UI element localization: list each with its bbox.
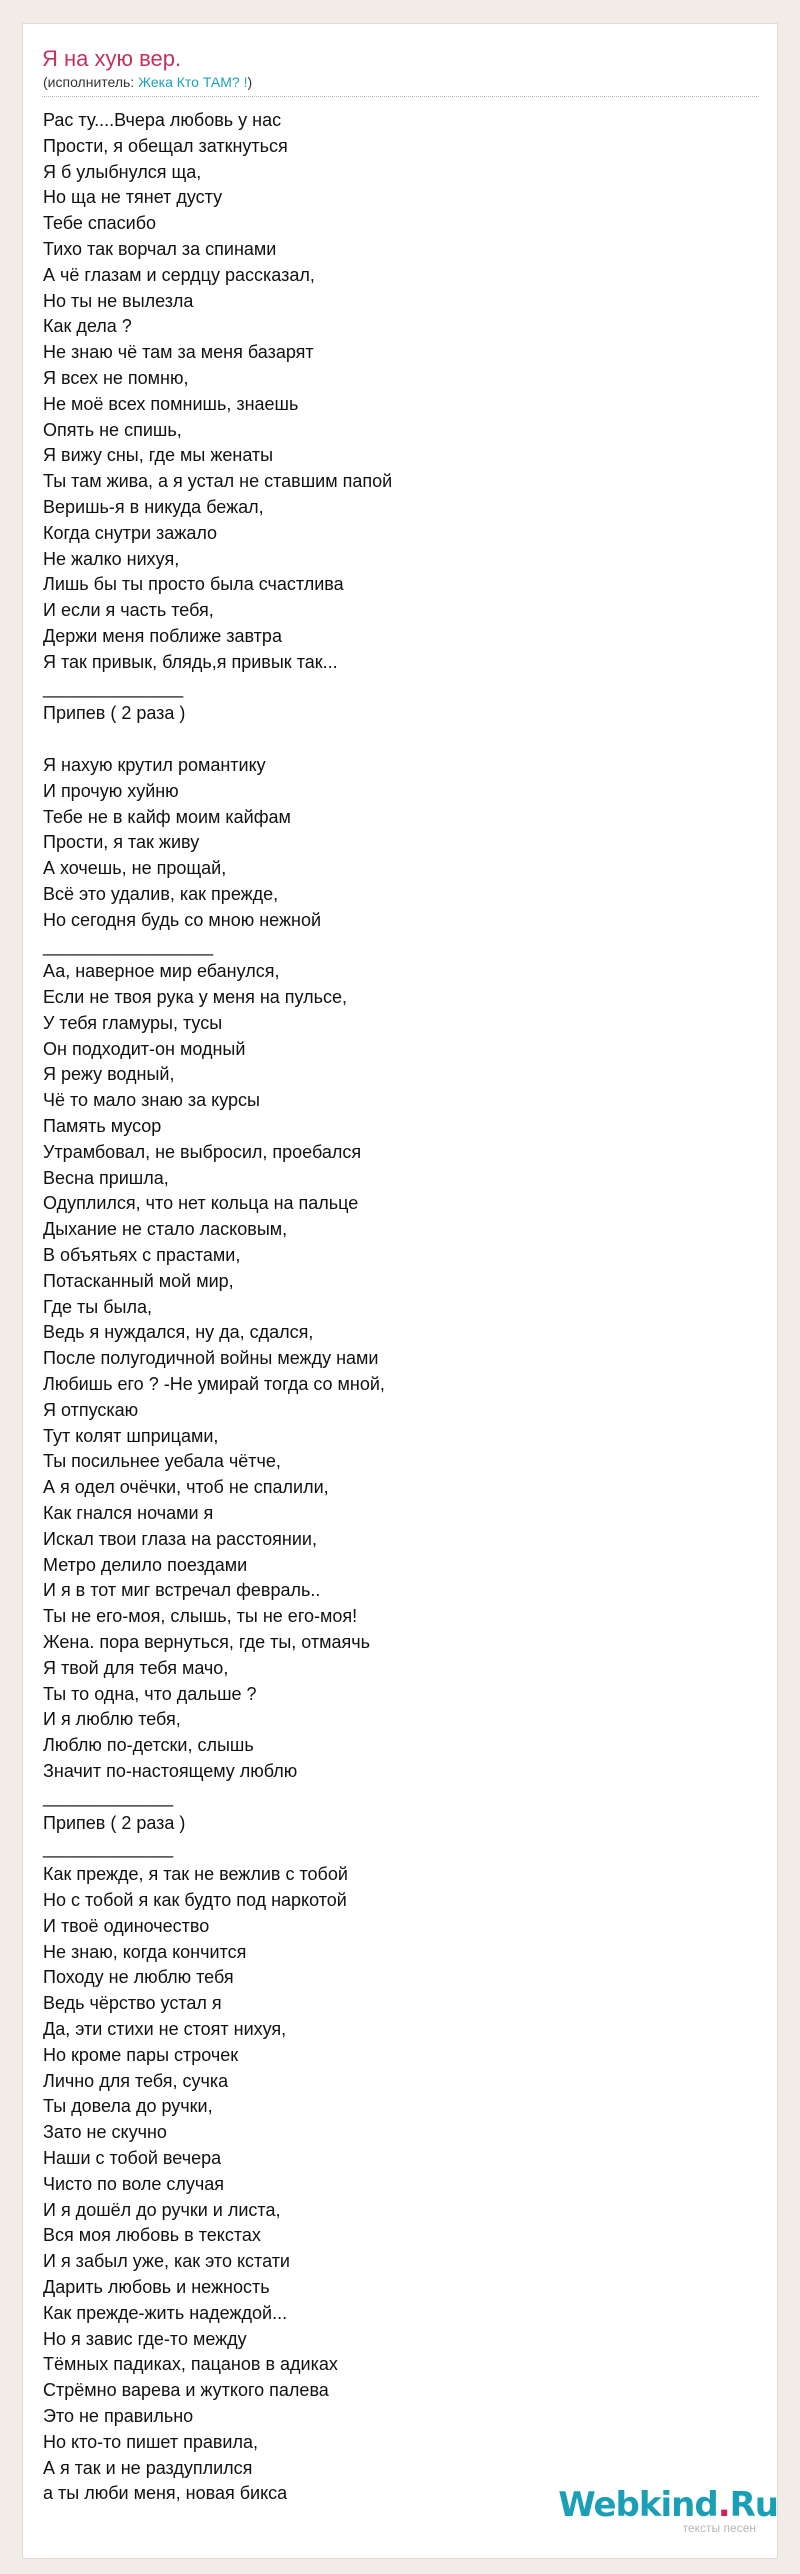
lyric-line: Тебе не в кайф моим кайфам	[43, 806, 291, 827]
lyric-line: Искал твои глаза на расстоянии,	[43, 1528, 317, 1549]
lyric-line: Как прежде, я так не вежлив с тобой	[43, 1864, 348, 1885]
lyric-line: Тут колят шприцами,	[43, 1425, 219, 1446]
lyric-line: Лично для тебя, сучка	[43, 2070, 229, 2091]
lyric-line: А я одел очёчки, чтоб не спалили,	[43, 1477, 329, 1498]
lyric-line: Держи меня поближе завтра	[43, 625, 282, 646]
lyric-line: _____________	[43, 1838, 174, 1859]
lyric-line: Я нахую крутил романтику	[43, 754, 266, 775]
logo-tagline: тексты песен	[682, 2521, 756, 2535]
lyric-line: Я всех не помню,	[43, 367, 189, 388]
lyric-line: Как гнался ночами я	[43, 1503, 214, 1524]
lyric-line: Потасканный мой мир,	[43, 1270, 234, 1291]
lyric-line: Я так привык, блядь,я привык так...	[43, 651, 338, 672]
lyric-line: В объятьях с прастами,	[43, 1245, 241, 1266]
lyric-line: И я забыл уже, как это кстати	[43, 2251, 290, 2272]
lyric-line: Вся моя любовь в текстах	[43, 2225, 261, 2246]
lyric-line: Аа, наверное мир ебанулся,	[43, 961, 280, 982]
lyric-line: Но ща не тянет дусту	[43, 187, 223, 208]
lyrics-text	[43, 108, 763, 2507]
lyric-line: Рас ту....Вчера любовь у нас	[43, 110, 282, 130]
logo-name: Webkind	[558, 2485, 718, 2525]
title-divider	[42, 96, 759, 97]
lyric-line: Тихо так ворчал за спинами	[43, 238, 277, 259]
artist-prefix: (исполнитель:	[43, 74, 139, 90]
lyric-line: И прочую хуйню	[43, 780, 179, 801]
lyric-line: И я люблю тебя,	[43, 1709, 181, 1730]
lyric-line: Дарить любовь и нежность	[43, 2276, 270, 2297]
lyric-line: Стрёмно варева и жуткого палева	[43, 2380, 329, 2401]
lyric-line: Походу не люблю тебя	[43, 1967, 234, 1988]
lyric-line: _____________	[43, 1786, 174, 1807]
lyric-line: Он подходит-он модный	[43, 1038, 246, 1059]
logo-tld: Ru	[729, 2485, 778, 2525]
lyric-line: А я так и не раздуплился	[43, 2457, 253, 2478]
lyric-line: Прости, я так живу	[43, 832, 200, 853]
artist-link[interactable]: Жека Кто ТАМ? !	[138, 74, 248, 90]
lyric-line: Припев ( 2 раза )	[43, 1812, 186, 1833]
lyric-line: Опять не спишь,	[43, 419, 182, 440]
lyric-line: Веришь-я в никуда бежал,	[43, 496, 264, 517]
lyric-line: А хочешь, не прощай,	[43, 858, 227, 879]
lyric-line: Я режу водный,	[43, 1064, 175, 1085]
site-logo[interactable]	[558, 2485, 778, 2555]
lyric-line: Ты то одна, что дальше ?	[43, 1683, 257, 1704]
lyrics-card	[22, 23, 778, 2559]
lyric-line: Не знаю чё там за меня базарят	[43, 342, 314, 363]
lyric-line: И я в тот миг встречал февраль..	[43, 1580, 321, 1601]
lyric-line: Но сегодня будь со мною нежной	[43, 909, 322, 930]
lyric-line: Ты не его-моя, слышь, ты не его-моя!	[43, 1606, 358, 1627]
lyric-line: Но кроме пары строчек	[43, 2044, 239, 2065]
lyric-line: Чё то мало знаю за курсы	[43, 1090, 260, 1111]
lyric-line: Любишь его ? -Не умирай тогда со мной,	[43, 1374, 385, 1395]
lyric-line: Люблю по-детски, слышь	[43, 1735, 254, 1756]
lyric-line: Но кто-то пишет правила,	[43, 2431, 258, 2452]
lyric-line: Да, эти стихи не стоят нихуя,	[43, 2018, 287, 2039]
lyric-line: Лишь бы ты просто была счастлива	[43, 574, 344, 595]
lyric-line: Это не правильно	[43, 2405, 194, 2426]
lyric-line: У тебя гламуры, тусы	[43, 1012, 223, 1033]
lyric-line: а ты люби меня, новая бикса	[43, 2483, 288, 2504]
lyric-line: Весна пришла,	[43, 1167, 169, 1188]
lyric-line: Припев ( 2 раза )	[43, 703, 186, 724]
lyric-line: Прости, я обещал заткнуться	[43, 135, 288, 156]
lyric-line: Утрамбовал, не выбросил, проебался	[43, 1141, 362, 1162]
lyric-line: Как прежде-жить надеждой...	[43, 2302, 288, 2323]
artist-suffix: )	[247, 74, 253, 90]
lyric-line: Ведь я нуждался, ну да, сдался,	[43, 1322, 314, 1343]
lyric-line: Зато не скучно	[43, 2122, 167, 2143]
lyric-line: Я отпускаю	[43, 1399, 139, 1420]
lyric-line: Тёмных падиках, пацанов в адиках	[43, 2354, 338, 2375]
lyric-line: Ведь чёрство устал я	[43, 1993, 222, 2014]
lyric-line: Метро делило поездами	[43, 1554, 248, 1575]
lyric-line: Не знаю, когда кончится	[43, 1941, 247, 1962]
lyric-line: Дыхание не стало ласковым,	[43, 1219, 288, 1240]
lyric-line: Я твой для тебя мачо,	[43, 1657, 229, 1678]
lyric-line: Значит по-настоящему люблю	[43, 1761, 298, 1781]
lyric-line: И я дошёл до ручки и листа,	[43, 2199, 281, 2220]
lyric-line: Одуплился, что нет кольца на пальце	[43, 1193, 359, 1214]
lyric-line: Я вижу сны, где мы женаты	[43, 445, 274, 466]
lyric-line: Тебе спасибо	[43, 213, 157, 234]
lyric-line: А чё глазам и сердцу рассказал,	[43, 264, 315, 285]
song-title: Я на хую вер.	[42, 46, 182, 71]
lyric-line: Когда снутри зажало	[43, 522, 218, 543]
lyric-line: Ты довела до ручки,	[43, 2096, 213, 2117]
lyric-line: Если не твоя рука у меня на пульсе,	[43, 987, 348, 1008]
lyric-line: Наши с тобой вечера	[43, 2147, 222, 2168]
lyric-line: _________________	[43, 935, 214, 956]
lyric-line: Всё это удалив, как прежде,	[43, 883, 279, 904]
lyric-line: Но ты не вылезла	[43, 290, 194, 311]
lyric-line: И твоё одиночество	[43, 1915, 210, 1936]
logo-wordmark	[558, 2485, 778, 2525]
logo-dot: .	[717, 2485, 730, 2525]
lyric-line: Жена. пора вернуться, где ты, отмаячь	[43, 1632, 371, 1653]
lyric-line: И если я часть тебя,	[43, 600, 214, 621]
lyric-line: Ты посильнее уебала чётче,	[43, 1451, 281, 1472]
lyric-line: ______________	[43, 677, 184, 698]
lyric-line: Не жалко нихуя,	[43, 548, 180, 569]
lyric-line: Но с тобой я как будто под наркотой	[43, 1889, 347, 1910]
lyric-line	[43, 727, 763, 753]
lyric-line: Как дела ?	[43, 316, 132, 337]
lyric-line: Где ты была,	[43, 1296, 153, 1317]
lyric-line: После полугодичной войны между нами	[43, 1348, 379, 1369]
lyric-line: Но я завис где-то между	[43, 2328, 247, 2349]
artist-line	[43, 74, 252, 90]
lyric-line: Чисто по воле случая	[43, 2173, 224, 2194]
lyric-line: Не моё всех помнишь, знаешь	[43, 393, 299, 414]
lyric-line: Память мусор	[43, 1116, 162, 1137]
lyric-line: Ты там жива, а я устал не ставшим папой	[43, 471, 393, 492]
lyric-line: Я б улыбнулся ща,	[43, 161, 202, 182]
